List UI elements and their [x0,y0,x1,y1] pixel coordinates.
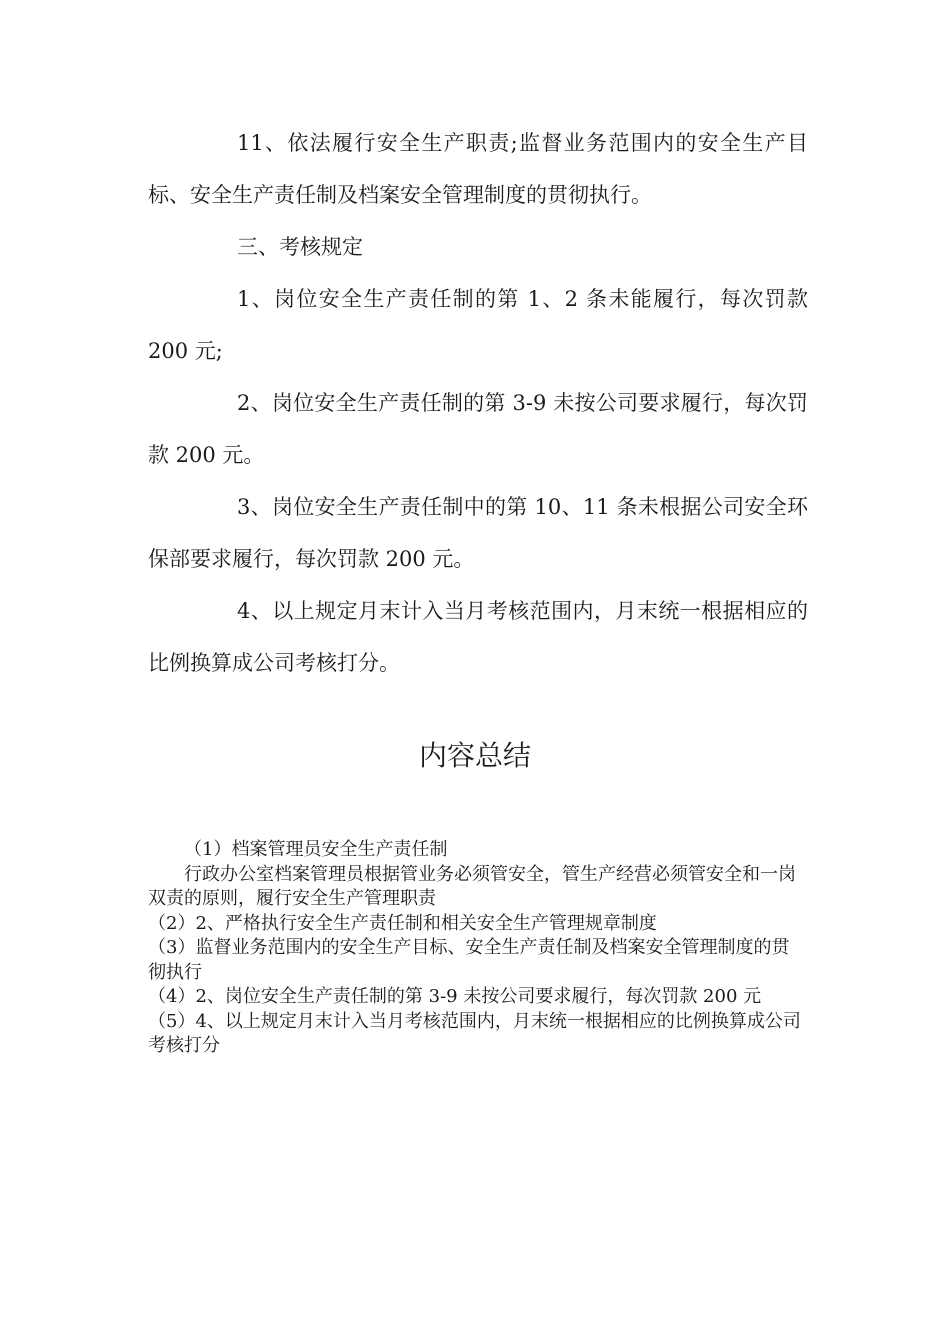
summary-title: 内容总结 [418,739,531,772]
paragraph-rule-4: 4、以上规定月末计入当月考核范围内，月末统一根据相应的比例换算成公司考核打分。 [148,599,808,675]
summary-item: （2）2、严格执行安全生产责任制和相关安全生产管理规章制度 [148,912,657,934]
paragraph-rule-1: 1、岗位安全生产责任制的第 1、2 条未能履行，每次罚款 200 元; [148,287,808,363]
paragraph-rule-3: 3、岗位安全生产责任制中的第 10、11 条未根据公司安全环保部要求履行，每次罚款 200 元。 [148,495,808,571]
section-heading-assessment: 三、考核规定 [237,235,363,259]
paragraph-item-11: 11、依法履行安全生产职责;监督业务范围内的安全生产目标、安全生产责任制及档案安全管理制度的贯彻执行。 [148,131,808,207]
summary-item: （3）监督业务范围内的安全生产目标、安全生产责任制及档案安全管理制度的贯彻执行 [148,937,790,983]
summary-item: （1）档案管理员安全生产责任制 [184,839,448,860]
paragraph-rule-2: 2、岗位安全生产责任制的第 3-9 未按公司要求履行，每次罚款 200 元。 [148,391,808,467]
summary-item: （5）4、以上规定月末计入当月考核范围内，月末统一根据相应的比例换算成公司考核打分 [148,1010,801,1056]
summary-item: （4）2、岗位安全生产责任制的第 3-9 未按公司要求履行，每次罚款 200 元 [148,986,762,1007]
summary-item: 行政办公室档案管理员根据管业务必须管安全，管生产经营必须管安全和一岗双责的原则，履行安全生产管理职责 [148,863,796,909]
document-body [148,117,808,689]
summary-list [148,838,806,1059]
